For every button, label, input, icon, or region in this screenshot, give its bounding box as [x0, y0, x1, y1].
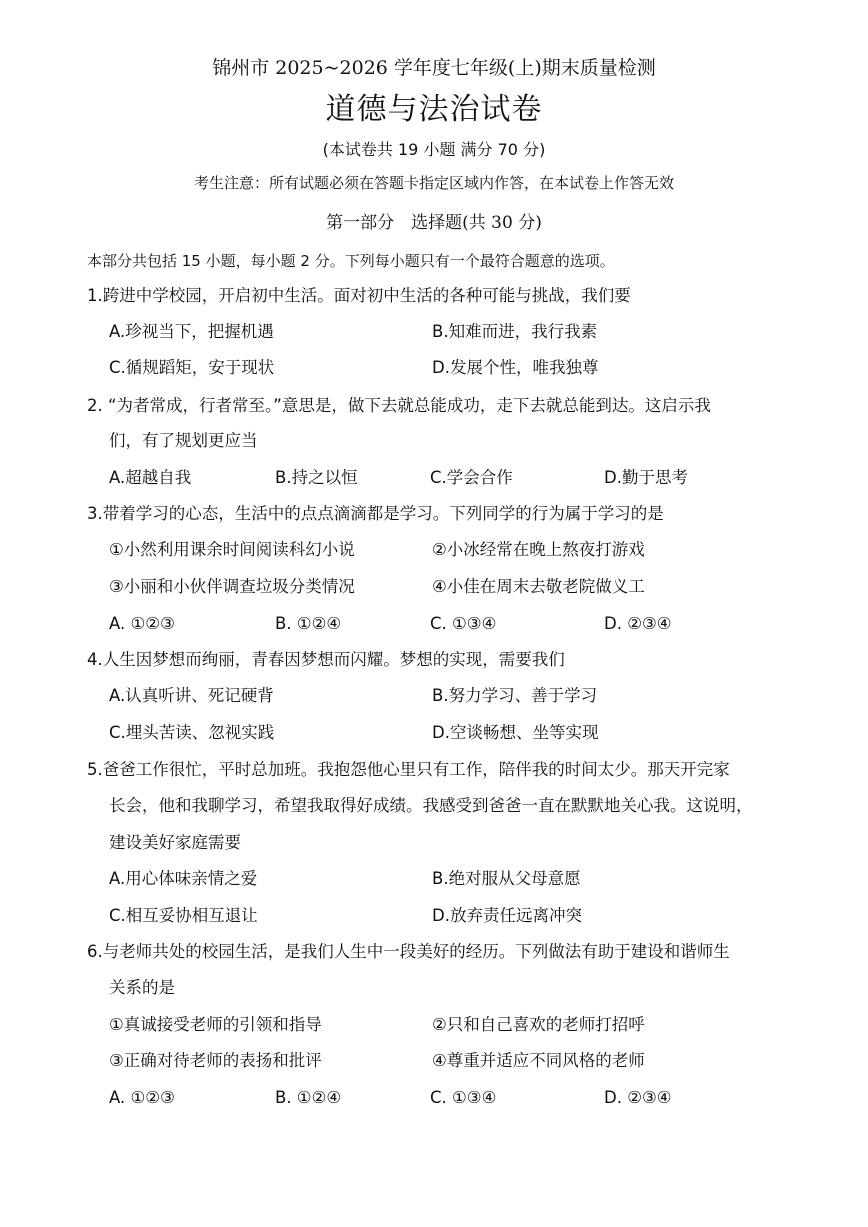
- statement-2: ②只和自己喜欢的老师打招呼: [432, 1015, 645, 1034]
- question-stem-continued: 建设美好家庭需要: [109, 833, 241, 852]
- question-stem-continued: 们，有了规划更应当: [109, 431, 258, 450]
- statement-3: ③正确对待老师的表扬和批评: [109, 1051, 322, 1070]
- option-d: D. ②③④: [604, 614, 672, 633]
- option-b: B. ①②④: [275, 614, 342, 633]
- option-a: A. ①②③: [109, 1088, 175, 1107]
- option-a: A. ①②③: [109, 614, 175, 633]
- statement-4: ④小佳在周末去敬老院做义工: [432, 577, 645, 596]
- option-c: C. ①③④: [430, 1088, 497, 1107]
- option-a: A.超越自我: [109, 468, 192, 487]
- option-d: D.空谈畅想、坐等实现: [432, 723, 599, 742]
- option-a: A.珍视当下，把握机遇: [109, 322, 274, 341]
- option-c: C.埋头苦读、忽视实践: [109, 723, 275, 742]
- option-d: D.放弃责任远离冲突: [432, 906, 582, 925]
- paper-info: (本试卷共 19 小题 满分 70 分): [322, 140, 546, 159]
- question-stem: 4.人生因梦想而绚丽，青春因梦想而闪耀。梦想的实现，需要我们: [87, 650, 565, 669]
- statement-4: ④尊重并适应不同风格的老师: [432, 1051, 645, 1070]
- option-b: B. ①②④: [275, 1088, 342, 1107]
- option-d: D.勤于思考: [604, 468, 688, 487]
- option-c: C.循规蹈矩，安于现状: [109, 358, 275, 377]
- question-stem-continued: 长会，他和我聊学习，希望我取得好成绩。我感受到爸爸一直在默默地关心我。这说明，: [109, 796, 753, 815]
- part-instructions: 本部分共包括 15 小题，每小题 2 分。下列每小题只有一个最符合题意的选项。: [87, 252, 615, 270]
- statement-3: ③小丽和小伙伴调查垃圾分类情况: [109, 577, 355, 596]
- option-b: B.持之以恒: [275, 468, 358, 487]
- option-c: C.学会合作: [430, 468, 513, 487]
- question-stem: 1.跨进中学校园，开启初中生活。面对初中生活的各种可能与挑战，我们要: [87, 286, 631, 305]
- subject-title: 道德与法治试卷: [325, 92, 543, 127]
- candidate-notice: 考生注意：所有试题必须在答题卡指定区域内作答，在本试卷上作答无效: [193, 174, 674, 192]
- option-b: B.努力学习、善于学习: [432, 686, 598, 705]
- option-d: D.发展个性，唯我独尊: [432, 358, 599, 377]
- question-stem-continued: 关系的是: [109, 978, 175, 997]
- option-c: C.相互妥协相互退让: [109, 906, 258, 925]
- option-a: A.认真听讲、死记硬背: [109, 686, 274, 705]
- part-title: 第一部分 选择题(共 30 分): [326, 213, 542, 233]
- statement-2: ②小冰经常在晚上熬夜打游戏: [432, 540, 645, 559]
- question-stem: 2. “为者常成，行者常至。”意思是，做下去就总能成功，走下去就总能到达。这启示我: [87, 396, 711, 415]
- option-d: D. ②③④: [604, 1088, 672, 1107]
- question-stem: 5.爸爸工作很忙，平时总加班。我抱怨他心里只有工作，陪伴我的时间太少。那天开完家: [87, 760, 730, 779]
- statement-1: ①小然利用课余时间阅读科幻小说: [109, 540, 355, 559]
- statement-1: ①真诚接受老师的引领和指导: [109, 1015, 322, 1034]
- option-b: B.绝对服从父母意愿: [432, 869, 581, 888]
- question-stem: 3.带着学习的心态，生活中的点点滴滴都是学习。下列同学的行为属于学习的是: [87, 504, 664, 523]
- question-stem: 6.与老师共处的校园生活，是我们人生中一段美好的经历。下列做法有助于建设和谐师生: [87, 942, 730, 961]
- option-c: C. ①③④: [430, 614, 497, 633]
- exam-title-line: 锦州市 2025~2026 学年度七年级(上)期末质量检测: [212, 57, 656, 79]
- option-b: B.知难而进，我行我素: [432, 322, 598, 341]
- option-a: A.用心体味亲情之爱: [109, 869, 258, 888]
